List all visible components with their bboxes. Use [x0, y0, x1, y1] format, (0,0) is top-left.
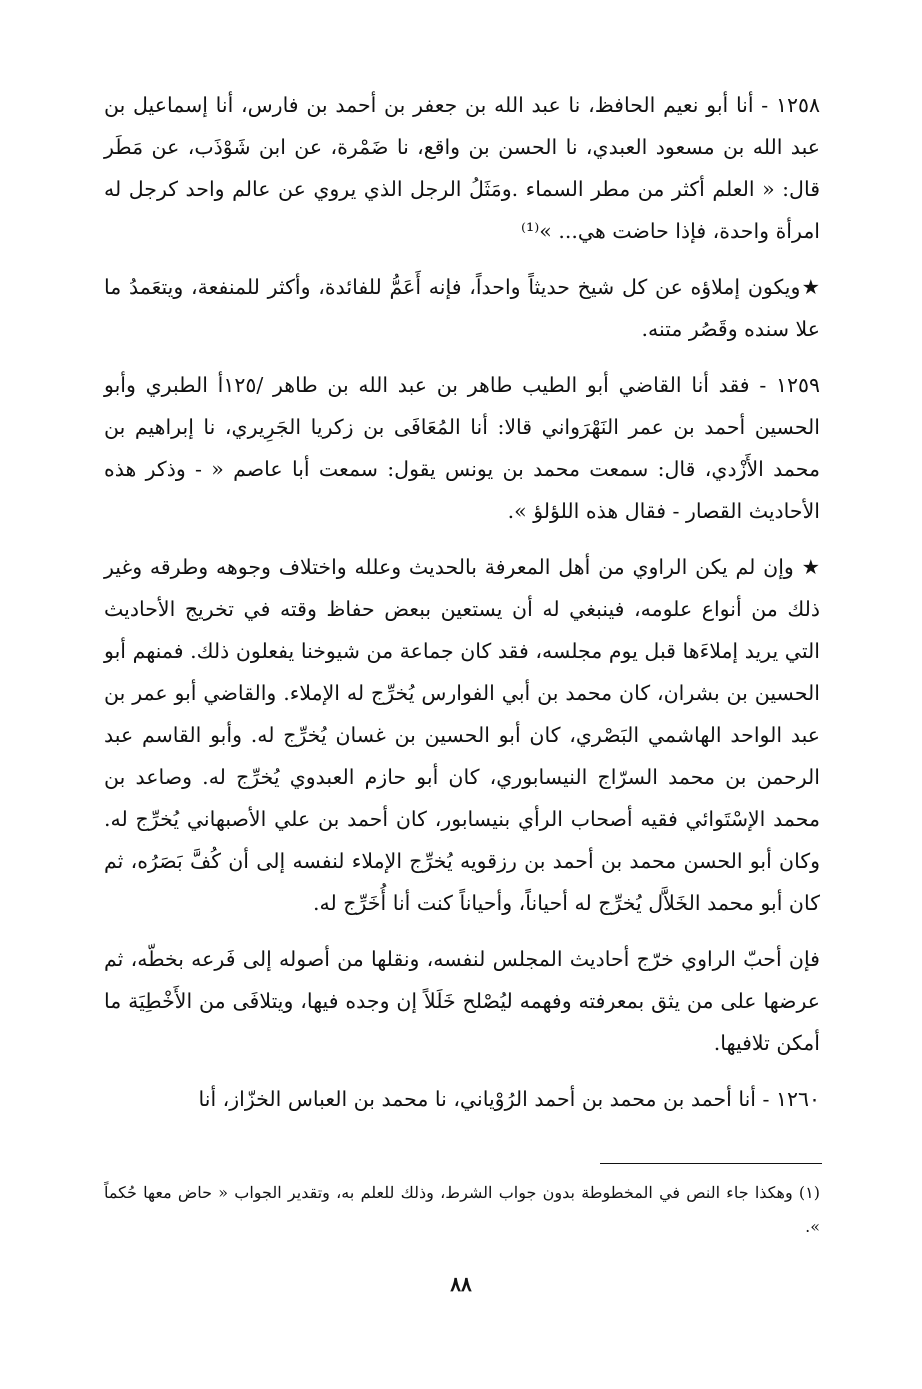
paragraph-note-dictation: ★ويكون إملاؤه عن كل شيخ حديثاً واحداً، فإنه أَعَمُّ للفائدة، وأكثر للمنفعة، ويتعَمدُ ما علا سنده وقَصُر متنه.	[104, 275, 820, 341]
footnote-divider	[600, 1163, 822, 1164]
paragraph-hadith-1260: ١٢٦٠ - أنا أحمد بن محمد بن أحمد الرُوْياني، نا محمد بن العباس الخزّاز، أنا	[198, 1087, 820, 1111]
paragraph-hadith-1259: ١٢٥٩ - فقد أنا القاضي أبو الطيب طاهر بن عبد الله بن طاهر /١٢٥أ الطبري وأبو الحسين أحمد بن عمر النَهْرَواني قالا: أنا المُعَافَى بن زكريا الجَرِيري، نا إبراهيم بن محمد الأَزْدي، قال: سمعت محمد بن يونس يقول: سمعت أبا عاصم « - وذكر هذه الأحاديث القصار - فقال هذه اللؤلؤ ».	[104, 373, 820, 523]
footnote: (١) وهكذا جاء النص في المخطوطة بدون جواب الشرط، وذلك للعلم به، وتقدير الجواب « حاض معها حُكماً ».	[104, 1183, 820, 1236]
main-text	[104, 84, 820, 1134]
page-number: ٨٨	[450, 1272, 472, 1296]
paragraph-self-takhrij: فإن أحبّ الراوي خرّج أحاديث المجلس لنفسه، ونقلها من أصوله إلى فَرعه بخطّه، ثم عرضها على من يثق بمعرفته وفهمه ليُصْلح خَلَلاً إن وجده فيها، ويتلافَى من الأَخْطِيَة ما أمكن تلافيها.	[104, 947, 820, 1055]
paragraph-note-takhrij: ★ وإن لم يكن الراوي من أهل المعرفة بالحديث وعلله واختلاف وجوهه وطرقه وغير ذلك من أنواع علومه، فينبغي له أن يستعين ببعض حفاظ وقته في تخريج الأحاديث التي يريد إملاءَها قبل يوم مجلسه، فقد كان جماعة من شيوخنا يفعلون ذلك. فمنهم أبو الحسين بن بشران، كان محمد بن أبي الفوارس يُخرِّج له الإملاء. والقاضي أبو عمر بن عبد الواحد الهاشمي البَصْري، كان أبو الحسين بن غسان يُخرِّج له. وأبو القاسم عبد الرحمن بن محمد السرّاج النيسابوري، كان أبو حازم العبدوي يُخرِّج له. وصاعد بن محمد الإسْتَوائي فقيه أصحاب الرأي بنيسابور، كان أحمد بن علي الأصبهاني يُخرِّج له. وكان أبو الحسن محمد بن أحمد بن رزقويه يُخرِّج الإملاء لنفسه إلى أن كُفَّ بَصَرُه، ثم كان أبو محمد الخَلاَّل يُخرِّج له أحياناً، وأحياناً كنت أنا أُخَرِّج له.	[104, 555, 820, 915]
paragraph-hadith-1258: ١٢٥٨ - أنا أبو نعيم الحافظ، نا عبد الله بن جعفر بن أحمد بن فارس، أنا إسماعيل بن عبد الله بن مسعود العبدي، نا الحسن بن واقع، نا ضَمْرة، عن ابن شَوْذَب، عن مَطَر قال: « العلم أكثر من مطر السماء .ومَثَلُ الرجل الذي يروي عن عالم واحد كرجل له امرأة واحدة، فإذا حاضت هي... »⁽¹⁾	[104, 93, 820, 243]
